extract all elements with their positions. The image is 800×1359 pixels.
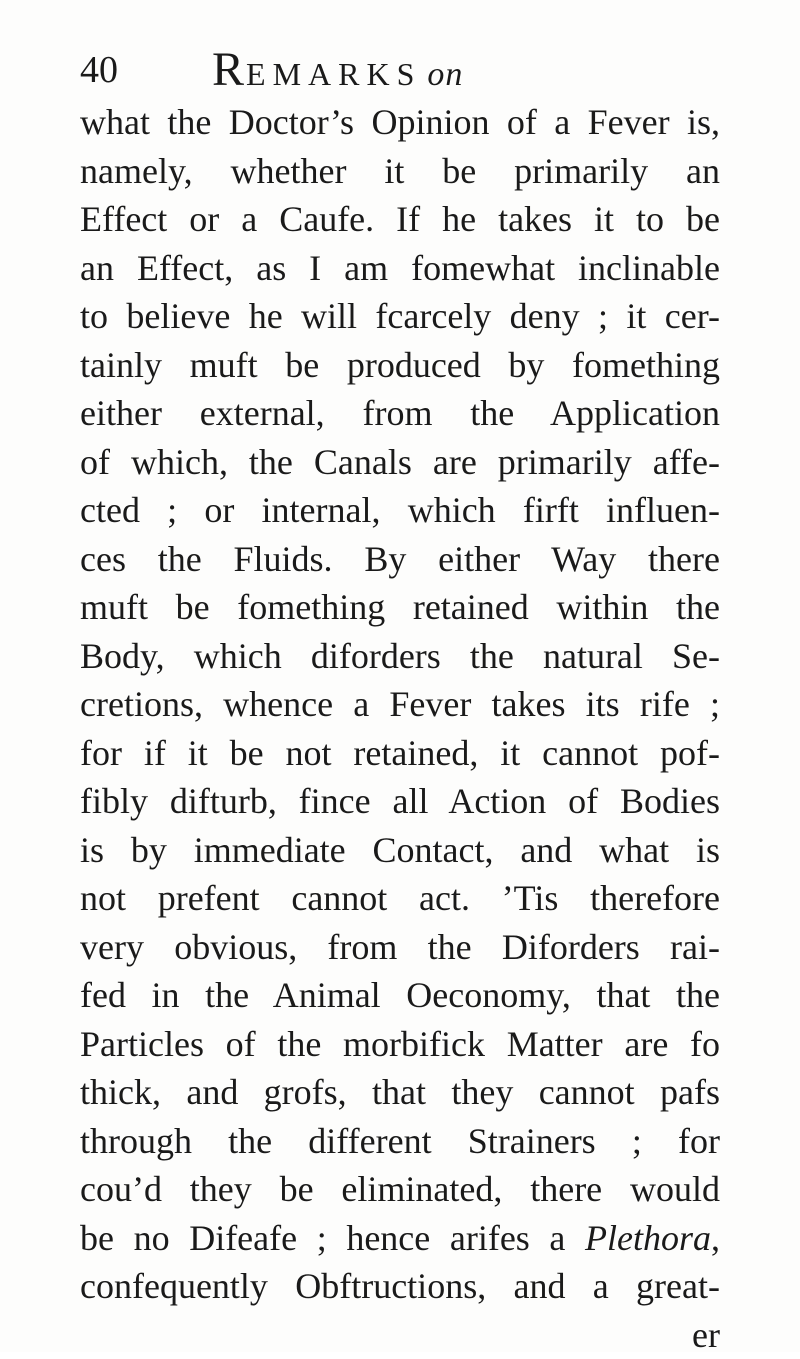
- text-line: Particles of the morbifick Matter are fo: [80, 1020, 720, 1069]
- text-line: Effect or a Caufe. If he takes it to be: [80, 195, 720, 244]
- text-line: tainly muft be produced by fomething: [80, 341, 720, 390]
- running-head: [212, 42, 463, 103]
- text-line: cretions, whence a Fever takes its rife ;: [80, 680, 720, 729]
- running-head-word: on: [427, 56, 463, 93]
- text-line: what the Doctor’s Opinion of a Fever is,: [80, 98, 720, 147]
- text-line: not prefent cannot act. ’Tis therefore: [80, 874, 720, 923]
- text-line: for if it be not retained, it cannot pof-: [80, 729, 720, 778]
- page-number: 40: [80, 42, 118, 98]
- running-head-initial: R: [212, 43, 246, 96]
- text-line: is by immediate Contact, and what is: [80, 826, 720, 875]
- text-line-start: be no Difeafe ; hence arifes a: [80, 1218, 585, 1258]
- text-line: an Effect, as I am fomewhat inclinable: [80, 244, 720, 293]
- text-line: of which, the Canals are primarily affe-: [80, 438, 720, 487]
- text-line: very obvious, from the Diforders rai-: [80, 923, 720, 972]
- text-line: confequently Obftructions, and a great-: [80, 1262, 720, 1311]
- text-line: cted ; or internal, which firft influen-: [80, 486, 720, 535]
- body-text: [80, 98, 720, 1359]
- text-line: thick, and grofs, that they cannot pafs: [80, 1068, 720, 1117]
- italic-term-punctuation: ,: [711, 1218, 720, 1258]
- italic-term: Plethora: [585, 1218, 711, 1258]
- text-line: fed in the Animal Oeconomy, that the: [80, 971, 720, 1020]
- text-line: through the different Strainers ; for: [80, 1117, 720, 1166]
- text-line: Body, which diforders the natural Se-: [80, 632, 720, 681]
- catchword: er: [80, 1311, 720, 1359]
- text-line: either external, from the Application: [80, 389, 720, 438]
- text-line: ces the Fluids. By either Way there: [80, 535, 720, 584]
- text-line: namely, whether it be primarily an: [80, 147, 720, 196]
- text-line: muft be fomething retained within the: [80, 583, 720, 632]
- page-header: [80, 42, 720, 98]
- text-line: [80, 1214, 720, 1263]
- text-line: cou’d they be eliminated, there would: [80, 1165, 720, 1214]
- running-head-rest: EMARKS: [246, 56, 421, 92]
- text-line: fibly difturb, fince all Action of Bodies: [80, 777, 720, 826]
- text-line: to believe he will fcarcely deny ; it cer-: [80, 292, 720, 341]
